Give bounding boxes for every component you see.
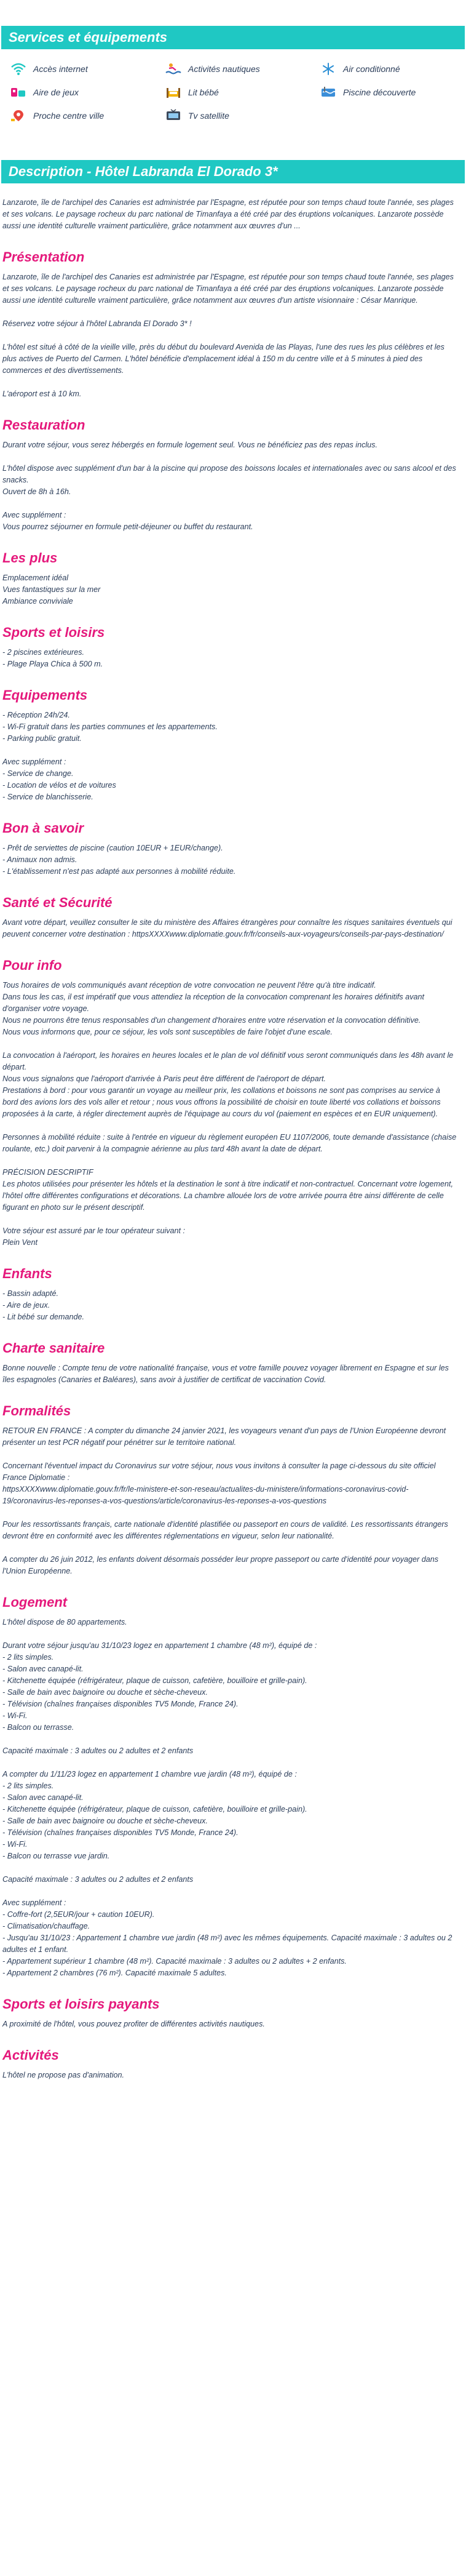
section-line: Nous vous signalons que l'aéroport d'arrivée à Paris peut être différent de l'aéroport de départ. — [2, 1074, 326, 1083]
section-line: Bonne nouvelle : Compte tenu de votre nationalité française, vous et votre famille pouvez voyager librement en Espagne et sur les îles espagnoles (Canaries et Baléares), sans avoir à justifier de certificat de vaccination Covid. — [2, 1364, 449, 1384]
section-line: - Coffre-fort (2,5EUR/jour + caution 10EUR). — [2, 1910, 155, 1919]
section-line: - Kitchenette équipée (réfrigérateur, plaque de cuisson, cafetière, bouilloire et grille-pain). — [2, 1805, 307, 1814]
section-line: Avec supplément : — [2, 511, 66, 519]
paragraph-gap — [2, 1214, 457, 1225]
section-line: - Service de blanchisserie. — [2, 793, 93, 801]
section-title: Enfants — [2, 1266, 52, 1281]
section-title: Sports et loisirs — [2, 625, 105, 640]
section-line: - Wi-Fi. — [2, 1711, 28, 1720]
section-line: Votre séjour est assuré par le tour opérateur suivant : — [2, 1226, 186, 1235]
description-intro: Lanzarote, île de l'archipel des Canaries est administrée par l'Espagne, est réputée pour son temps chaud toute l'année, ses plages et ses volcans. Le paysage rocheux du parc national de Timanfaya a été créé par des éruptions volcaniques. Lanzarote possède aussi une identité culturelle vraiment particulière, grâce notamment aux œuvres d'un ... — [2, 198, 454, 230]
section-line: Nous ne pourrons être tenus responsables d'un changement d'horaires entre votre réservation et la convocation définitive. — [2, 1016, 421, 1025]
service-label: Tv satellite — [188, 111, 229, 121]
service-item — [320, 62, 466, 76]
section-title: Bon à savoir — [2, 820, 84, 836]
section-line: L'hôtel est situé à côté de la vieille ville, près du début du boulevard Avenida de las Playas, l'une des rues les plus célèbres et les plus actives de Puerto del Carmen. L'hôtel bénéficie d'emplacement idéal à 150 m du centre ville et à 5 minutes à pied des commerces et des divertissements. — [2, 343, 444, 375]
section-line: - 2 piscines extérieures. — [2, 648, 84, 657]
section-line: - Wi-Fi gratuit dans les parties communes et les appartements. — [2, 722, 218, 731]
section-line: - L'établissement n'est pas adapté aux personnes à mobilité réduite. — [2, 867, 236, 876]
wifi-icon — [10, 62, 27, 76]
section-line: - Appartement supérieur 1 chambre (48 m²). Capacité maximale : 3 adultes ou 2 adultes + 2 enfants. — [2, 1957, 347, 1966]
section-line: - Plage Playa Chica à 500 m. — [2, 660, 103, 668]
section-title: Restauration — [2, 417, 85, 433]
section-line: A proximité de l'hôtel, vous pouvez profiter de différentes activités nautiques. — [2, 2020, 265, 2028]
section-line: Ouvert de 8h à 16h. — [2, 487, 71, 496]
section-line: - 2 lits simples. — [2, 1653, 54, 1662]
section-line: - Réception 24h/24. — [2, 711, 70, 719]
services-header: Services et équipements — [1, 26, 465, 49]
service-label: Proche centre ville — [33, 111, 105, 121]
water-sports-icon — [165, 62, 182, 76]
snowflake-icon — [320, 62, 337, 76]
section-line: PRÉCISION DESCRIPTIF — [2, 1168, 93, 1177]
section-line: - Parking public gratuit. — [2, 734, 82, 743]
section-title: Formalités — [2, 1403, 71, 1418]
section-line: Durant votre séjour jusqu'au 31/10/23 logez en appartement 1 chambre (48 m²), équipé de : — [2, 1641, 317, 1650]
service-label: Lit bébé — [188, 87, 219, 97]
paragraph-gap — [2, 1155, 457, 1167]
section-title: Santé et Sécurité — [2, 895, 113, 910]
service-label: Air conditionné — [343, 64, 400, 74]
service-item — [165, 62, 320, 76]
services-grid — [0, 49, 466, 132]
section-line: L'aéroport est à 10 km. — [2, 390, 82, 398]
section-line: Nous vous informons que, pour ce séjour, les vols sont susceptibles de faire l'objet d'une escale. — [2, 1028, 333, 1036]
section-line: Ambiance conviviale — [2, 597, 73, 606]
section-line: - Balcon ou terrasse. — [2, 1723, 74, 1732]
paragraph-gap — [2, 1734, 457, 1745]
paragraph-gap — [2, 1886, 457, 1897]
paragraph-gap — [2, 377, 457, 388]
section-line: - Jusqu'au 31/10/23 : Appartement 1 chambre vue jardin (48 m²) avec les mêmes équipements. Capacité maximale : 3 adultes ou 2 adultes et 1 enfant. — [2, 1934, 452, 1954]
section-line: L'hôtel dispose avec supplément d'un bar à la piscine qui propose des boissons locales et internationales avec ou sans alcool et des snacks. — [2, 464, 456, 484]
section-line: - Salon avec canapé-lit. — [2, 1665, 84, 1673]
section-line: Avec supplément : — [2, 758, 66, 766]
paragraph-gap — [2, 1120, 457, 1132]
section-line: Vous pourrez séjourner en formule petit-déjeuner ou buffet du restaurant. — [2, 522, 253, 531]
section-line: - Télévision (chaînes françaises disponibles TV5 Monde, France 24). — [2, 1700, 239, 1708]
section-line: - Bassin adapté. — [2, 1289, 59, 1298]
section-line: Réservez votre séjour à l'hôtel Labranda El Dorado 3* ! — [2, 319, 192, 328]
service-label: Accès internet — [33, 64, 88, 74]
section-line: Dans tous les cas, il est impératif que vous attendiez la réception de la convocation comprenant les horaires définitifs avant d'organiser votre voyage. — [2, 993, 425, 1013]
section-line: - Balcon ou terrasse vue jardin. — [2, 1852, 110, 1860]
section-line: - Appartement 2 chambres (76 m²). Capacité maximale 5 adultes. — [2, 1969, 227, 1977]
section-line: Capacité maximale : 3 adultes ou 2 adultes et 2 enfants — [2, 1746, 194, 1755]
section-title: Equipements — [2, 687, 88, 703]
section-line: - Télévision (chaînes françaises disponibles TV5 Monde, France 24). — [2, 1828, 239, 1837]
pool-icon — [320, 86, 337, 99]
paragraph-gap — [2, 1628, 457, 1640]
section-line: Emplacement idéal — [2, 574, 69, 582]
section-line: httpsXXXXwww.diplomatie.gouv.fr/fr/le-ministere-et-son-reseau/actualites-du-ministere/informations-coronavirus-covid-19/coronavirus-les-reponses-a-vos-questions/article/coronavirus-les-reponses-a-vos-questions — [2, 1485, 409, 1505]
section-line: Avant votre départ, veuillez consulter le site du ministère des Affaires étrangères pour connaître les risques sanitaires éventuels qui peuvent concerner votre destination : httpsXXXXwww.diplomatie.gouv.fr/fr/conseils-aux-voyageurs/conseils-par-pays-destination/ — [2, 918, 452, 938]
section-line: - Wi-Fi. — [2, 1840, 28, 1849]
section-title: Sports et loisirs payants — [2, 1996, 160, 2012]
section-title: Charte sanitaire — [2, 1340, 105, 1356]
section-line: - Animaux non admis. — [2, 855, 77, 864]
section-line: - Prêt de serviettes de piscine (caution 10EUR + 1EUR/change). — [2, 844, 223, 852]
section-line: Les photos utilisées pour présenter les hôtels et la destination le sont à titre indicatif et non-contractuel. Concernant votre logement, l'hôtel offre différentes configurations et décorations. La chambre allouée lors de votre arrivée pourra être ainsi différente de celle figurant en photo sur le présent descriptif. — [2, 1180, 453, 1212]
section-line: RETOUR EN FRANCE : A compter du dimanche 24 janvier 2021, les voyageurs venant d'un pays de l'Union Européenne devront présenter un test PCR négatif pour pénétrer sur le territoire national. — [2, 1426, 446, 1447]
section-line: La convocation à l'aéroport, les horaires en heures locales et le plan de vol définitif vous seront communiqués dans les 48h avant le départ. — [2, 1051, 454, 1071]
section-line: - Location de vélos et de voitures — [2, 781, 116, 790]
section-line: L'hôtel ne propose pas d'animation. — [2, 2071, 125, 2079]
service-label: Piscine découverte — [343, 87, 416, 97]
section-line: Concernant l'éventuel impact du Coronavirus sur votre séjour, nous vous invitons à consulter la page ci-dessous du site officiel France Diplomatie : — [2, 1462, 436, 1482]
section-title: Activités — [2, 2047, 59, 2063]
section-line: - Salle de bain avec baignoire ou douche et sèche-cheveux. — [2, 1688, 208, 1697]
section-title: Logement — [2, 1594, 68, 1610]
section-line: Capacité maximale : 3 adultes ou 2 adultes et 2 enfants — [2, 1875, 194, 1884]
paragraph-gap — [2, 306, 457, 318]
service-item — [10, 85, 165, 100]
service-item — [10, 62, 165, 76]
paragraph-gap — [2, 1862, 457, 1874]
section-line: Plein Vent — [2, 1238, 38, 1247]
paragraph-gap — [2, 1507, 457, 1519]
paragraph-gap — [2, 330, 457, 342]
section-line: - Service de change. — [2, 769, 74, 778]
section-line: - Kitchenette équipée (réfrigérateur, plaque de cuisson, cafetière, bouilloire et grille-pain). — [2, 1676, 307, 1685]
baby-bed-icon — [165, 86, 182, 99]
section-line: A compter du 1/11/23 logez en appartement 1 chambre vue jardin (48 m²), équipé de : — [2, 1770, 297, 1778]
section-title: Présentation — [2, 249, 85, 265]
section-line: Lanzarote, île de l'archipel des Canaries est administrée par l'Espagne, est réputée pour son temps chaud toute l'année, ses plages et ses volcans. Le paysage rocheux du parc national de Timanfaya a été créé par des éruptions volcaniques. Lanzarote possède aussi une identité culturelle vraiment particulière, grâce notamment aux œuvres d'un artiste visionnaire : César Manrique. — [2, 273, 454, 305]
section-line: - Aire de jeux. — [2, 1301, 50, 1310]
sections-container — [2, 249, 457, 2081]
section-title: Les plus — [2, 550, 58, 566]
section-title: Pour info — [2, 958, 62, 973]
paragraph-gap — [2, 1542, 457, 1554]
playground-icon — [10, 86, 27, 99]
service-item — [165, 85, 320, 100]
section-line: Tous horaires de vols communiqués avant réception de votre convocation ne peuvent l'être qu'à titre indicatif. — [2, 981, 376, 990]
paragraph-gap — [2, 1757, 457, 1769]
section-line: - Lit bébé sur demande. — [2, 1313, 85, 1321]
section-line: Personnes à mobilité réduite : suite à l'entrée en vigueur du règlement européen EU 1107/2006, toute demande d'assistance (chaise roulante, etc.) doit parvenir à la compagnie aérienne au plus tard 48h avant la date de départ. — [2, 1133, 457, 1153]
section-line: Pour les ressortissants français, carte nationale d'identité plastifiée ou passeport en cours de validité. Les ressortissants étrangers devront être en conformité avec les différentes réglementations en vigueur, selon leur nationalité. — [2, 1520, 448, 1540]
service-item — [320, 85, 466, 100]
city-center-icon — [10, 109, 27, 122]
service-item — [10, 108, 165, 123]
description-body — [0, 183, 466, 2081]
section-line: Durant votre séjour, vous serez hébergés en formule logement seul. Vous ne bénéficiez pas des repas inclus. — [2, 441, 377, 449]
section-line: - Salon avec canapé-lit. — [2, 1793, 84, 1802]
section-line: - Climatisation/chauffage. — [2, 1922, 90, 1930]
tv-icon — [165, 109, 182, 122]
paragraph-gap — [2, 451, 457, 463]
service-item — [165, 108, 320, 123]
section-line: Vues fantastiques sur la mer — [2, 585, 101, 594]
section-line: L'hôtel dispose de 80 appartements. — [2, 1618, 127, 1626]
paragraph-gap — [2, 498, 457, 510]
section-line: - 2 lits simples. — [2, 1782, 54, 1790]
service-label: Aire de jeux — [33, 87, 79, 97]
service-label: Activités nautiques — [188, 64, 260, 74]
section-line: Prestations à bord : pour vous garantir un voyage au meilleur prix, les collations et boissons ne sont pas comprises au service à bord des avions lors des vols aller et retour ; nous vous offrons la possibilité de choisir en toute liberté vos collations et boissons proposées à la carte, à régler directement auprès de l'équipage au cours du vol (paiement en espèces et en EUR uniquement). — [2, 1086, 441, 1118]
section-line: Avec supplément : — [2, 1898, 66, 1907]
paragraph-gap — [2, 745, 457, 756]
section-line: A compter du 26 juin 2012, les enfants doivent désormais posséder leur propre passeport ou carte d'identité pour voyager dans l'Union Européenne. — [2, 1555, 439, 1575]
section-line: - Salle de bain avec baignoire ou douche et sèche-cheveux. — [2, 1817, 208, 1825]
description-header: Description - Hôtel Labranda El Dorado 3* — [1, 160, 465, 183]
paragraph-gap — [2, 1449, 457, 1460]
paragraph-gap — [2, 1038, 457, 1050]
